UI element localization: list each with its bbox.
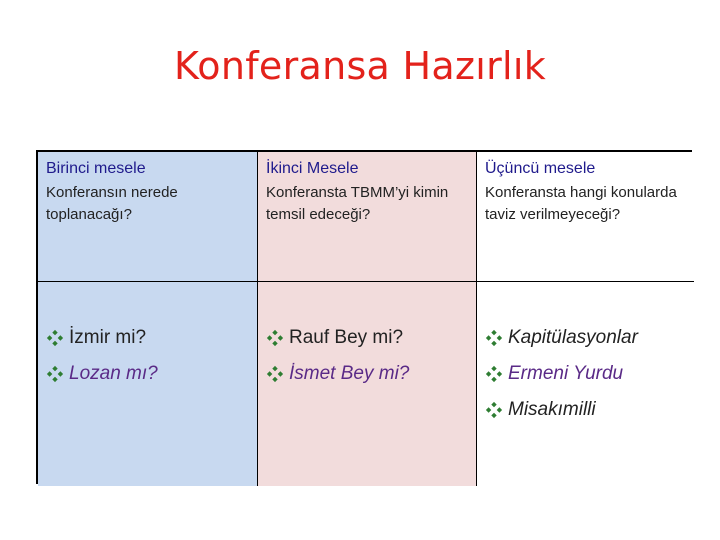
- issue-2-question: Konferansta TBMM’yi kimin temsil edeceği?: [266, 184, 449, 223]
- issue-1-options-cell: [38, 281, 257, 486]
- diamond-bullet-icon: [266, 365, 284, 383]
- issue-2-heading: İkinci Mesele: [266, 160, 359, 177]
- option-ermeni-yurdu: Ermeni Yurdu: [485, 356, 686, 392]
- option-kapitulasyonlar: Kapitülasyonlar: [485, 320, 686, 356]
- diamond-bullet-icon: [266, 329, 284, 347]
- diamond-bullet-icon: [46, 329, 64, 347]
- diamond-bullet-icon: [46, 365, 64, 383]
- issue-3-question: Konferansta hangi konularda taviz verilmeyeceği?: [485, 184, 677, 223]
- page-title: Konferansa Hazırlık: [173, 44, 547, 88]
- option-misakimilli: Misakımilli: [485, 392, 686, 428]
- issue-2-header-cell: [257, 152, 476, 281]
- issue-1-header-cell: [38, 152, 257, 281]
- diamond-bullet-icon: [485, 365, 503, 383]
- issue-2-options-cell: [257, 281, 476, 486]
- diamond-bullet-icon: [485, 401, 503, 419]
- issue-1-question: Konferansın nerede toplanacağı?: [46, 184, 178, 223]
- option-lozan: Lozan mı?: [46, 356, 249, 392]
- option-izmir: İzmir mi?: [46, 320, 249, 356]
- issue-3-heading: Üçüncü mesele: [485, 160, 596, 177]
- issue-3-header-cell: [476, 152, 694, 281]
- issues-table: [36, 150, 692, 484]
- diamond-bullet-icon: [485, 329, 503, 347]
- issue-1-heading: Birinci mesele: [46, 160, 146, 177]
- option-rauf-bey: Rauf Bey mi?: [266, 320, 468, 356]
- option-ismet-bey: İsmet Bey mi?: [266, 356, 468, 392]
- issue-3-options-cell: [476, 281, 694, 486]
